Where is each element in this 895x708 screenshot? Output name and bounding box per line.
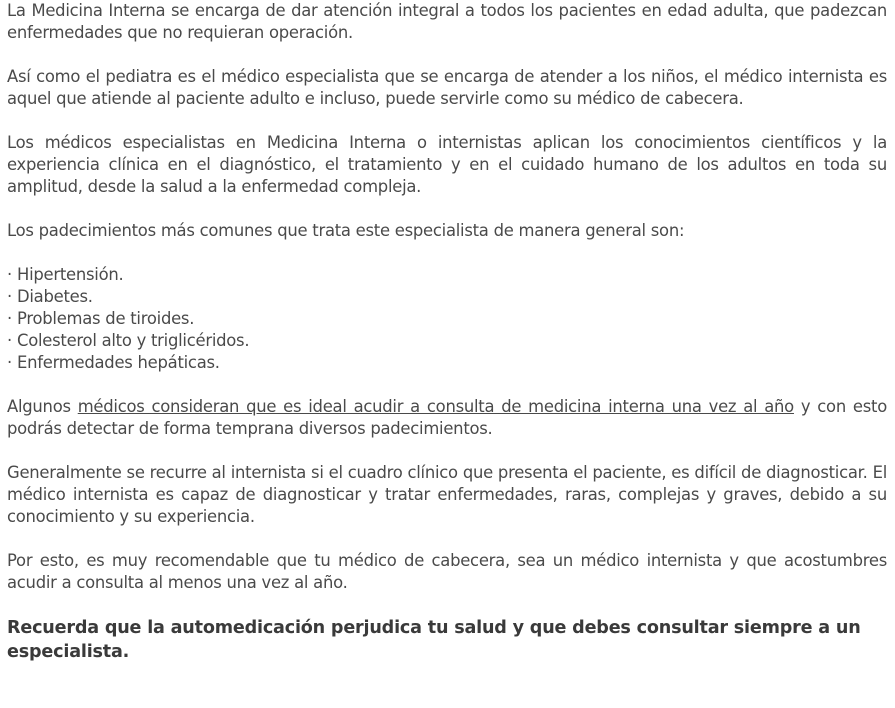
annual-consult-paragraph [7,396,887,440]
annual-consult-text-after: y con esto podrás detectar de forma temprana diversos padecimientos. [7,397,887,438]
condition-label: Hipertensión. [17,265,124,284]
bullet-dot: · [7,331,12,350]
bullet-dot: · [7,353,12,372]
article-body [7,0,887,664]
diagnosis-paragraph: Generalmente se recurre al internista si el cuadro clínico que presenta el paciente, es difícil de diagnosticar. El médico internista es capaz de diagnosticar y tratar enfermedades, raras, complejas y graves, debido a su conocimiento y su experiencia. [7,463,887,526]
list-item [7,352,887,374]
list-item [7,330,887,352]
pediatrician-comparison-paragraph: Así como el pediatra es el médico especialista que se encarga de atender a los niños, el médico internista es aquel que atiende al paciente adulto e incluso, puede servirle como su médico de cabecera. [7,67,887,108]
condition-label: Enfermedades hepáticas. [17,353,220,372]
list-item [7,308,887,330]
condition-label: Problemas de tiroides. [17,309,195,328]
list-item [7,286,887,308]
recommendation-paragraph: Por esto, es muy recomendable que tu médico de cabecera, sea un médico internista y que acostumbres acudir a consulta al menos una vez al año. [7,551,887,592]
intro-paragraph: La Medicina Interna se encarga de dar atención integral a todos los pacientes en edad adulta, que padezcan enfermedades que no requieran operación. [7,1,887,42]
bullet-dot: · [7,265,12,284]
annual-consult-link[interactable]: médicos consideran que es ideal acudir a consulta de medicina interna una vez al año [77,397,794,416]
self-medication-warning: Recuerda que la automedicación perjudica tu salud y que debes consultar siempre a un especialista. [7,618,861,662]
bullet-dot: · [7,287,12,306]
specialists-paragraph: Los médicos especialistas en Medicina Interna o internistas aplican los conocimientos científicos y la experiencia clínica en el diagnóstico, el tratamiento y en el cuidado humano de los adultos en toda su amplitud, desde la salud a la enfermedad compleja. [7,133,887,196]
list-item [7,264,887,286]
conditions-list [7,264,887,374]
bullet-dot: · [7,309,12,328]
condition-label: Colesterol alto y triglicéridos. [17,331,250,350]
annual-consult-text-before: Algunos [7,397,78,416]
common-conditions-intro: Los padecimientos más comunes que trata este especialista de manera general son: [7,221,685,240]
condition-label: Diabetes. [17,287,93,306]
